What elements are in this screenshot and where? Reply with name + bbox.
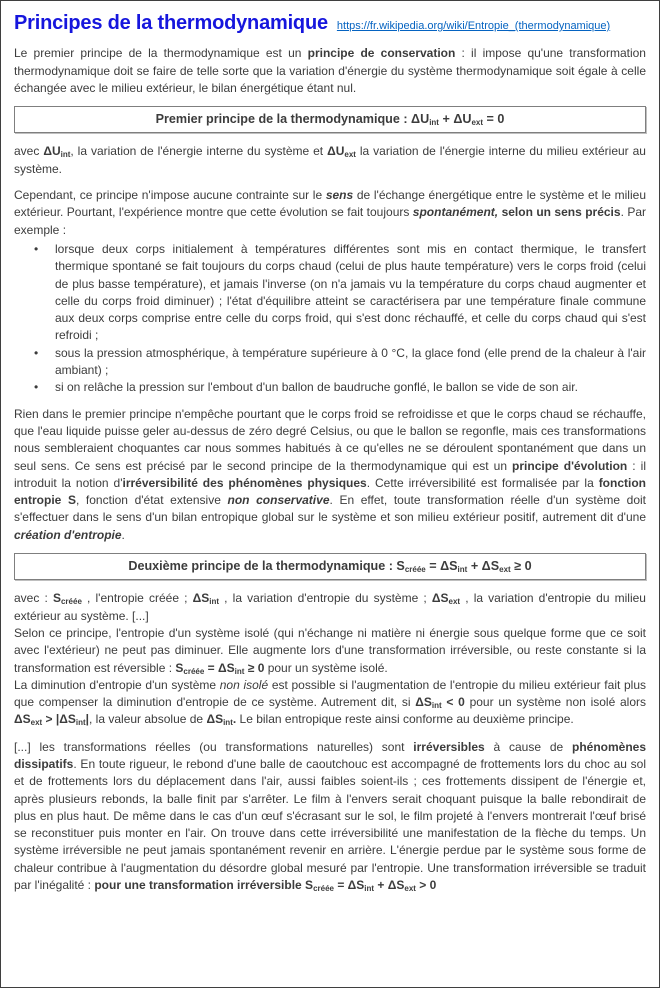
wikipedia-link[interactable]: https://fr.wikipedia.org/wiki/Entropie_(thermodynamique) xyxy=(336,20,611,32)
text-run: pour une transformation irréversible S xyxy=(94,878,314,893)
second-principle-explanation xyxy=(14,590,646,728)
text-run: créée xyxy=(313,884,334,894)
text-run: ext xyxy=(30,718,43,728)
text-run: phénomènes dissipatifs xyxy=(14,739,646,771)
text-run: Cependant, ce principe n'impose aucune contrainte sur le xyxy=(14,188,326,203)
paragraph-first-principle-notation xyxy=(14,143,646,178)
text-run: si on relâche la pression sur l'embout d'un ballon de baudruche gonflé, le ballon se vide de son air. xyxy=(55,380,578,395)
text-run: + ΔS xyxy=(374,878,405,893)
text-run: ext xyxy=(499,565,511,575)
text-run: Deuxième principe de la thermodynamique : S xyxy=(128,559,405,574)
text-run: int xyxy=(431,701,442,711)
text-run: > |ΔS xyxy=(42,712,76,727)
paragraph-irreversibility xyxy=(14,739,646,895)
bullet-item xyxy=(32,241,646,345)
text-run: création d'entropie xyxy=(14,527,122,542)
paragraph-sens-echange xyxy=(14,187,646,239)
text-run: ΔU xyxy=(327,144,345,159)
text-run: principe de conservation xyxy=(307,46,456,61)
text-run: sens xyxy=(325,188,354,203)
text-run: ext xyxy=(448,597,461,607)
text-run: int xyxy=(223,718,233,728)
text-run: : il introduit la notion d' xyxy=(14,458,647,490)
text-run: ≥ 0 xyxy=(510,559,532,574)
text-run: , l'entropie créée ; xyxy=(81,591,193,606)
text-run: ΔS xyxy=(14,712,31,727)
text-run: ext xyxy=(344,150,356,160)
text-run: Premier principe de la thermodynamique : ΔU xyxy=(155,112,430,127)
paragraph-isolated-system xyxy=(14,625,646,677)
text-run: . En effet, toute transformation réelle d'un système doit s'effectuer dans le sens d'un bilan entropique global sur le système et son milieu extérieur positif, autrement dit d'une xyxy=(14,493,647,525)
text-run: pour un système non isolé alors xyxy=(464,695,646,710)
text-run: int xyxy=(457,565,468,575)
text-run: = ΔS xyxy=(204,660,235,675)
text-run: , la variation d'entropie du milieu extérieur au système. [...] xyxy=(14,591,646,623)
text-run: sous la pression atmosphérique, à température supérieure à 0 °C, la glace fond (elle prend de la chaleur à l'air ambiant) ; xyxy=(55,345,646,378)
document-header xyxy=(14,11,646,35)
text-run: non isolé xyxy=(219,677,269,692)
text-run: lorsque deux corps initialement à températures différentes sont mis en contact thermique, le transfert thermique spontané se fait toujours du corps chaud (celui de plus haute température) vers le corps froid (celui de plus basse température), et jamais l'inverse (on n'a jamais vu la température du corps chaud augmenter et celle du corps froid diminuer) ; l'état d'équilibre atteint se caractérisera par une température finale commune aux deux corps comprise entre celle du corps froid, qui s'est donc réchauffé, et celle du corps chaud qui s'est refroidi ; xyxy=(55,241,646,343)
examples-bullet-list xyxy=(14,241,646,397)
text-run: . Cette irréversibilité est formalisée par la xyxy=(366,475,599,490)
text-run: ΔS xyxy=(415,695,432,710)
text-run: int xyxy=(75,718,86,728)
text-run: int xyxy=(209,597,220,607)
text-run: créée xyxy=(60,597,82,607)
text-run: int xyxy=(60,150,71,160)
text-run: + ΔS xyxy=(467,559,500,574)
text-run: [...] les transformations réelles (ou transformations naturelles) sont xyxy=(14,739,414,754)
text-run: + ΔU xyxy=(438,112,472,127)
text-run: , la valeur absolue de xyxy=(89,712,207,727)
text-run: . En toute rigueur, le rebond d'une balle de caoutchouc est accompagné de frottements lors du choc au sol et de frottements lors du déplacement dans l'air, aussi faibles soient-ils ; ces frottements dissipent de l'énergie et, après plusieurs rebonds, la balle finit par s'arrêter. Le film à l'envers serait choquant puisque la balle rebondirait de plus en plus haut. De même dans le cas d'un œuf s'écrasant sur le sol, le film projeté à l'envers montrerait l'œuf brisé se reconstituer puis monter en l'air. On trouve dans cette irréversibilité une manifestation de la flèche du temps. Un système irréversible ne peut jamais spontanément revenir en arrière. L'énergie perdue par le système sous forme de chaleur contribue à l'augmentation du désordre global mesuré par l'entropie. Une transformation irréversible se traduit par l'inégalité : xyxy=(14,756,646,893)
text-run: ΔS xyxy=(431,591,449,606)
text-run: . xyxy=(232,712,237,727)
bullet-item xyxy=(32,345,646,380)
text-run: Rien dans le premier principe n'empêche pourtant que le corps froid se refroidisse et que le corps chaud se réchauffe, que l'eau liquide puisse geler au-dessus de zéro degré Celsius, ou que le ballon se regonfle, mais ces transformations nous sembleraient choquantes car nous sommes habitués à ce qu'elles ne se déroulent spontanément que dans un seul sens. Ce sens est précisé par le second principe de la thermodynamique qui est un xyxy=(14,406,646,473)
formula-box-second-principle xyxy=(14,553,646,580)
text-run: avec : xyxy=(14,591,53,606)
text-run: > 0 xyxy=(415,878,437,893)
text-run: = ΔS xyxy=(425,559,458,574)
paragraph-non-isolated-system xyxy=(14,677,646,729)
text-run: de l'échange énergétique entre le système et le milieu extérieur. Pourtant, l'expérience montre que cette évolution se fait toujours xyxy=(14,188,646,220)
text-run: ext xyxy=(404,884,416,894)
text-run: irréversibilité des phénomènes physiques xyxy=(122,475,367,490)
paragraph-entropy-notation xyxy=(14,590,646,625)
text-run: La diminution d'entropie d'un système xyxy=(14,677,220,692)
text-run: spontanément, xyxy=(412,205,499,220)
text-run: . xyxy=(121,527,125,542)
text-run: : il impose qu'une transformation thermodynamique doit se faire de telle sorte que la variation d'énergie du système thermodynamique soit égale à celle échangée avec le milieu extérieur, le bilan énergétique étant nul. xyxy=(14,46,646,95)
text-run: ΔS xyxy=(206,712,224,727)
text-run: Selon ce principe, l'entropie d'un système isolé (qui n'échange ni matière ni énergie sous quelque forme que ce soit avec l'extérieur) ne peut pas diminuer. Elle augmente lors d'une transformation irréversible, ou reste constante si la transformation est réversible : xyxy=(14,625,646,675)
text-run: principe d'évolution xyxy=(512,458,628,473)
text-run: à cause de xyxy=(484,739,572,754)
paragraph-second-principle-intro xyxy=(14,406,646,544)
text-run: = ΔS xyxy=(333,878,365,893)
text-run: . Par exemple : xyxy=(14,205,646,237)
text-run: int xyxy=(429,118,439,128)
paragraph-first-principle-intro xyxy=(14,45,646,97)
page-title: Principes de la thermodynamique xyxy=(14,12,328,34)
text-run: , fonction d'état extensive xyxy=(75,493,228,508)
text-run: , la variation de l'énergie interne du système et xyxy=(70,144,328,159)
text-run: S xyxy=(52,591,61,606)
text-run: int xyxy=(364,884,375,894)
text-run: ΔU xyxy=(43,144,61,159)
text-run: Le bilan entropique reste ainsi conforme au deuxième principe. xyxy=(236,712,574,727)
text-run: ≥ 0 xyxy=(244,660,265,675)
text-run: créée xyxy=(404,565,426,575)
text-run: ext xyxy=(471,118,484,128)
text-run: la variation de l'énergie interne du milieu extérieur au système. xyxy=(14,144,646,176)
text-run: pour un système isolé. xyxy=(264,660,388,675)
text-run: < 0 xyxy=(441,695,465,710)
formula-box-first-principle xyxy=(14,106,646,133)
text-run: ΔS xyxy=(192,591,210,606)
bullet-item xyxy=(32,379,646,396)
text-run: non conservative xyxy=(227,493,330,508)
text-run: S xyxy=(175,660,184,675)
text-run: selon un sens précis xyxy=(498,205,621,220)
text-run: irréversibles xyxy=(413,739,485,754)
text-run: fonction entropie S xyxy=(14,475,647,508)
text-run: , la variation d'entropie du système ; xyxy=(219,591,432,606)
text-run: int xyxy=(234,666,245,676)
text-run: est possible si l'augmentation de l'entropie du milieu extérieur fait plus que compenser la diminution d'entropie de ce système. Autrement dit, si xyxy=(14,677,647,710)
text-run: avec xyxy=(14,144,44,159)
text-run: = 0 xyxy=(483,112,505,127)
text-run: | xyxy=(85,712,90,727)
text-run: créée xyxy=(183,666,205,676)
text-run: Le premier principe de la thermodynamique est un xyxy=(14,46,308,61)
